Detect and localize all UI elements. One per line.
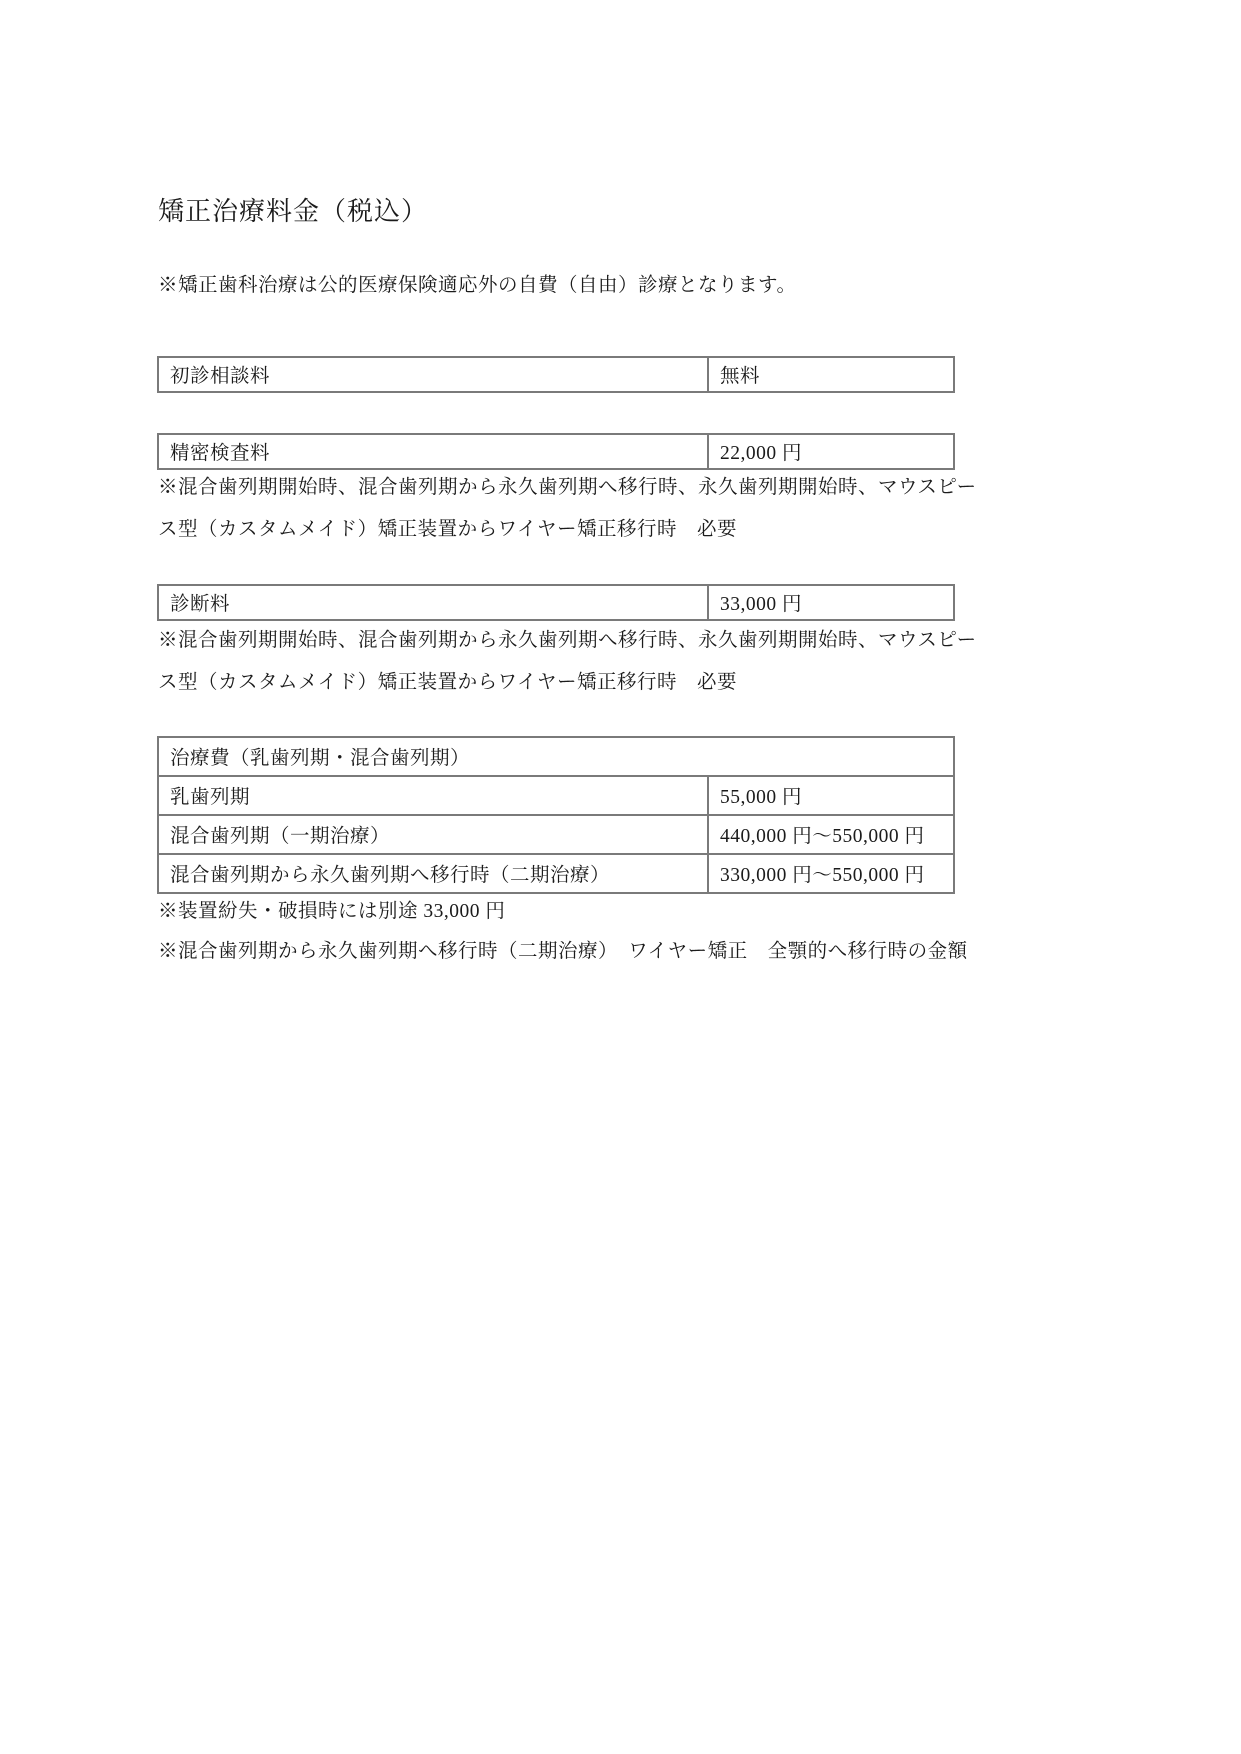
fee-item-label: 初診相談料 — [158, 357, 708, 392]
note-line: ※混合歯列期から永久歯列期へ移行時（二期治療） ワイヤー矯正 全顎的へ移行時の金額 — [158, 941, 968, 962]
fee-item-value: 55,000 円 — [708, 776, 954, 815]
fee-item-value: 33,000 円 — [708, 585, 954, 620]
page-title: 矯正治療料金（税込） — [158, 197, 429, 226]
table-row — [158, 815, 954, 854]
fee-item-label: 診断料 — [158, 585, 708, 620]
table-row — [158, 357, 954, 392]
treatment-note — [158, 892, 968, 972]
table-row — [158, 585, 954, 620]
diagnosis-note — [158, 620, 977, 704]
consultation-fee-table — [157, 356, 955, 393]
note-line: ス型（カスタムメイド）矯正装置からワイヤー矯正移行時 必要 — [158, 519, 738, 540]
diagnosis-fee-table — [157, 584, 955, 621]
treatment-table-header: 治療費（乳歯列期・混合歯列期） — [158, 737, 954, 776]
fee-item-value: 無料 — [708, 357, 954, 392]
table-row — [158, 434, 954, 469]
note-line: ※混合歯列期開始時、混合歯列期から永久歯列期へ移行時、永久歯列期開始時、マウスピー — [158, 477, 977, 498]
note-line: ※装置紛失・破損時には別途 33,000 円 — [158, 901, 506, 922]
table-row — [158, 854, 954, 893]
note-line: ※混合歯列期開始時、混合歯列期から永久歯列期へ移行時、永久歯列期開始時、マウスピー — [158, 630, 977, 651]
fee-item-label: 精密検査料 — [158, 434, 708, 469]
treatment-fee-table — [157, 736, 955, 894]
table-row — [158, 776, 954, 815]
fee-item-value: 330,000 円～550,000 円 — [708, 854, 954, 893]
table-header-row — [158, 737, 954, 776]
fee-item-value: 440,000 円～550,000 円 — [708, 815, 954, 854]
fee-item-label: 混合歯列期から永久歯列期へ移行時（二期治療） — [158, 854, 708, 893]
note-line: ス型（カスタムメイド）矯正装置からワイヤー矯正移行時 必要 — [158, 672, 738, 693]
fee-item-label: 混合歯列期（一期治療） — [158, 815, 708, 854]
insurance-disclaimer: ※矯正歯科治療は公的医療保険適応外の自費（自由）診療となります。 — [158, 275, 797, 296]
fee-item-value: 22,000 円 — [708, 434, 954, 469]
examination-note — [158, 467, 977, 551]
fee-item-label: 乳歯列期 — [158, 776, 708, 815]
examination-fee-table — [157, 433, 955, 470]
